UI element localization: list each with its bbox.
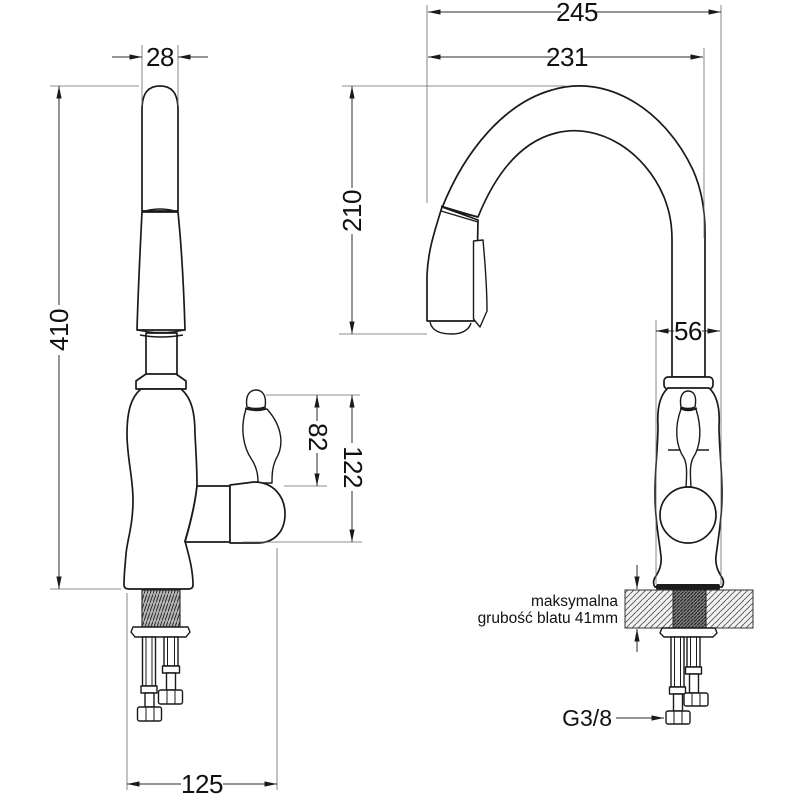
right-spout-arch bbox=[442, 86, 705, 377]
left-view bbox=[44, 42, 368, 799]
right-base-gasket bbox=[656, 584, 720, 590]
left-handle-joint bbox=[230, 482, 285, 543]
left-cone-section bbox=[137, 212, 185, 330]
thread-size-label: G3/8 bbox=[562, 705, 612, 731]
dim-label-231: 231 bbox=[546, 42, 588, 72]
right-sprayer-trigger bbox=[474, 240, 488, 327]
countertop-note-line1: maksymalna bbox=[531, 593, 618, 610]
left-collar bbox=[136, 374, 186, 389]
left-supply-hose bbox=[159, 637, 183, 704]
right-threaded-shank bbox=[673, 590, 706, 628]
dim-label-82: 82 bbox=[303, 423, 333, 451]
right-handle-joint bbox=[660, 487, 716, 543]
left-mounting-flange bbox=[131, 627, 190, 637]
thread-size-annotation bbox=[562, 705, 664, 731]
left-handle-cap bbox=[247, 390, 266, 409]
dimension-total-height bbox=[44, 86, 139, 589]
left-handle-lever bbox=[243, 409, 281, 483]
dim-label-410: 410 bbox=[44, 309, 74, 351]
right-supply-hose bbox=[684, 637, 708, 706]
countertop-note-line2: grubość blatu 41mm bbox=[477, 610, 618, 627]
dim-label-122: 122 bbox=[338, 446, 368, 488]
right-mounting-flange bbox=[660, 628, 717, 637]
right-sprayer-head bbox=[427, 207, 478, 321]
dim-label-56: 56 bbox=[674, 316, 702, 346]
left-neck bbox=[146, 333, 177, 376]
dim-label-210: 210 bbox=[337, 190, 367, 232]
left-mounting-stud bbox=[138, 637, 162, 721]
right-sprayer-rim bbox=[430, 322, 471, 334]
dim-label-28: 28 bbox=[146, 42, 174, 72]
countertop-thickness-annotation bbox=[478, 565, 637, 652]
dim-label-245: 245 bbox=[556, 0, 598, 27]
left-threaded-shank bbox=[142, 590, 180, 627]
right-handle-cap bbox=[680, 391, 695, 409]
dim-label-125: 125 bbox=[181, 769, 223, 799]
left-body bbox=[124, 389, 197, 589]
left-spray-head bbox=[142, 86, 178, 211]
right-view bbox=[337, 0, 753, 731]
